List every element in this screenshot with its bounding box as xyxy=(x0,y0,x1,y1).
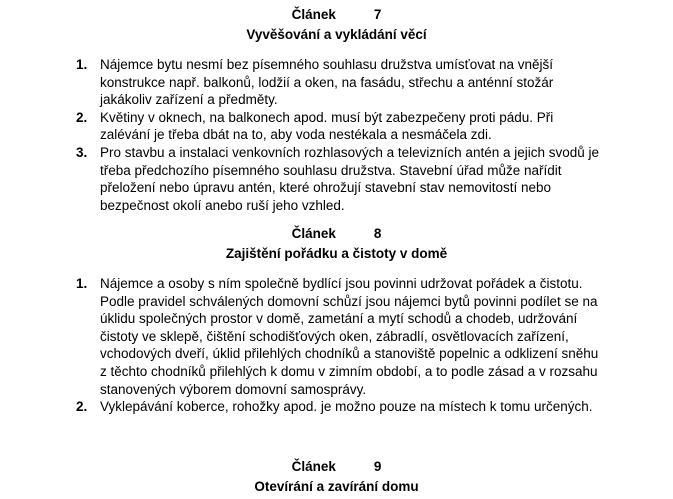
article-9-heading xyxy=(0,458,673,496)
article-label: Článek xyxy=(291,7,336,22)
list-item xyxy=(0,275,600,398)
list-item xyxy=(0,109,600,144)
list-marker: 3. xyxy=(76,144,88,160)
article-8-list xyxy=(0,275,600,416)
article-number: 7 xyxy=(373,7,382,22)
list-marker: 1. xyxy=(76,276,88,291)
article-title: Otevírání a zavírání domu xyxy=(254,479,419,494)
list-item xyxy=(0,56,600,109)
list-item-text: Květiny v oknech, na balkonech apod. musí být zabezpečeny proti pádu. Při zalévání je třeba dbát na to, aby voda nestékala a nesmáčela zdi. xyxy=(100,109,554,143)
list-item-text: Vyklepávání koberce, rohožky apod. je možno pouze na místech k tomu určených. xyxy=(100,399,593,415)
list-item xyxy=(0,144,600,214)
list-item xyxy=(0,398,600,416)
article-8-heading xyxy=(0,225,673,263)
article-label: Článek xyxy=(291,226,336,241)
article-7-list xyxy=(0,56,600,214)
list-item-text: Nájemce a osoby s ním společně bydlící jsou povinni udržovat pořádek a čistotu. Podle pravidel schválených domovní schůzí jsou nájemci bytů povinni podílet se na úklidu společných prostor v domě, zametání a mytí schodů a chodeb, udržování čistoty ve sklepě, čištění schodišťových oken, zábradlí, osvětlovacích zařízení, vchodových dveří, úklid přilehlých chodníků a stanoviště popelnic a odklizení sněhu z těchto chodníků přilehlých k domu v zimním období, a to podle zásad a v rozsahu stanovených výborem domovní samosprávy. xyxy=(100,276,599,397)
list-item-text: Nájemce bytu nesmí bez písemného souhlasu družstva umísťovat na vnější konstrukce např. balkonů, lodžií a oken, na fasádu, střechu a anténní stožár jakákoliv zařízení a předměty. xyxy=(100,57,554,108)
list-marker: 2. xyxy=(76,399,88,415)
list-marker: 2. xyxy=(76,109,88,125)
article-label: Článek xyxy=(291,459,336,474)
article-title: Vyvěšování a vykládání věcí xyxy=(246,27,427,42)
article-number: 8 xyxy=(373,226,382,241)
list-marker: 1. xyxy=(76,57,88,72)
article-7-heading xyxy=(0,6,673,44)
article-number: 9 xyxy=(373,459,382,474)
article-title: Zajištění pořádku a čistoty v domě xyxy=(225,246,448,261)
list-item-text: Pro stavbu a instalaci venkovních rozhlasových a televizních antén a jejich svodů je třeba předchozího písemného souhlasu družstva. Stavební úřad může nařídit přeložení nebo úpravu antén, které ohrožují stavební stav nemovitostí nebo bezpečnost okolí anebo ruší jeho vzhled. xyxy=(100,144,600,213)
